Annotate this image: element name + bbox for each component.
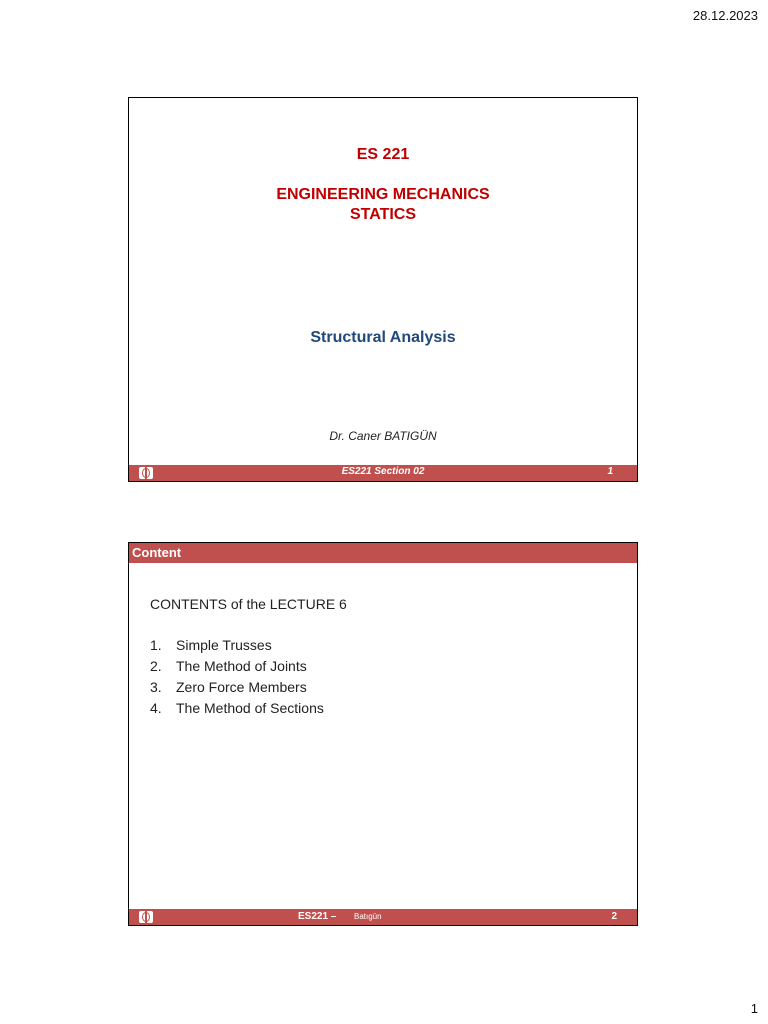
list-item-text: The Method of Joints <box>176 658 307 674</box>
author-name: Dr. Caner BATIGÜN <box>329 429 437 443</box>
lecture-subtitle: Structural Analysis <box>310 329 456 346</box>
slide-header-title: Content <box>132 545 182 560</box>
slide-number: 1 <box>607 466 613 477</box>
course-code: ES 221 <box>356 146 410 163</box>
course-title-line-1: ENGINEERING MECHANICS <box>276 186 490 203</box>
list-item <box>150 656 324 677</box>
footer-course: ES221 – <box>298 911 337 922</box>
list-item-text: Simple Trusses <box>176 637 272 653</box>
footer-section-text: ES221 Section 02 <box>341 466 425 477</box>
slide-1-footer <box>129 465 637 481</box>
course-title-line-2: STATICS <box>349 206 417 223</box>
university-logo-icon <box>139 911 153 923</box>
contents-heading: CONTENTS of the LECTURE 6 <box>150 596 347 612</box>
slide-2-footer <box>129 909 637 925</box>
list-item <box>150 635 324 656</box>
list-item-number: 1. <box>150 637 162 653</box>
list-item <box>150 677 324 698</box>
list-item-number: 3. <box>150 679 162 695</box>
slide-number: 2 <box>611 911 617 922</box>
list-item <box>150 698 324 719</box>
contents-list <box>150 635 324 719</box>
page-number: 1 <box>750 1001 758 1016</box>
course-title <box>129 185 637 225</box>
page-date: 28.12.2023 <box>692 8 758 23</box>
list-item-number: 4. <box>150 700 162 716</box>
footer-author: Batıgün <box>354 912 382 921</box>
slide-1 <box>128 97 638 482</box>
slide-2-header <box>129 543 637 563</box>
list-item-text: Zero Force Members <box>176 679 307 695</box>
list-item-number: 2. <box>150 658 162 674</box>
slide-2 <box>128 542 638 926</box>
list-item-text: The Method of Sections <box>176 700 324 716</box>
